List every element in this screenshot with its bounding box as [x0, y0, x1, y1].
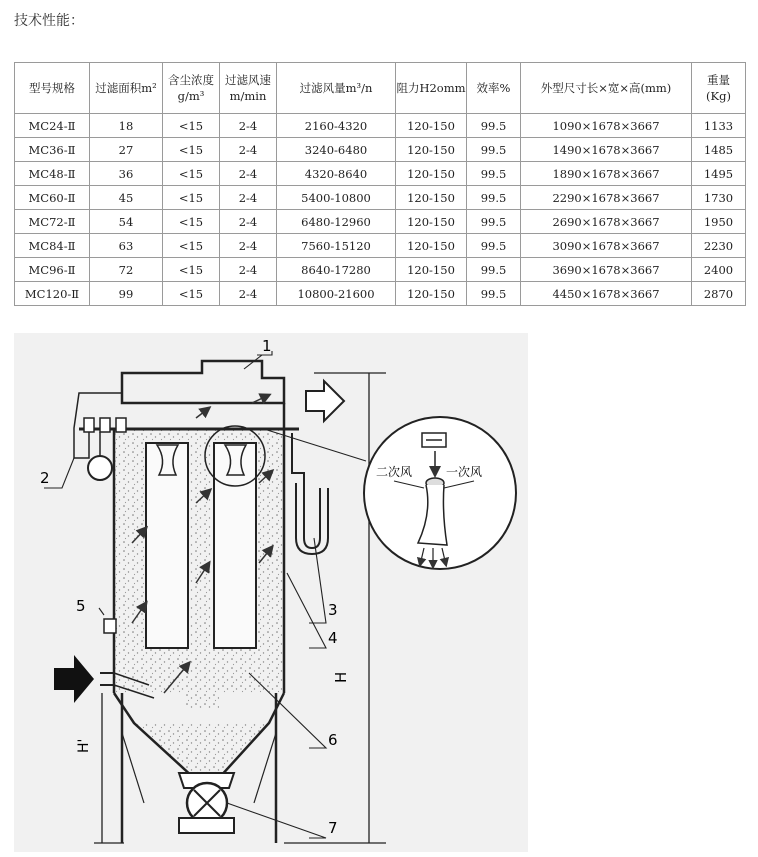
table-cell: 2690×1678×3667 — [521, 210, 692, 234]
callout-1: 1 — [262, 337, 272, 355]
table-cell: 18 — [90, 114, 163, 138]
column-header-label: 含尘浓度 — [168, 73, 214, 87]
table-row — [15, 282, 746, 306]
table-row — [15, 114, 746, 138]
table-cell: 45 — [90, 186, 163, 210]
table-cell: 2-4 — [220, 114, 277, 138]
table-cell: 1890×1678×3667 — [521, 162, 692, 186]
table-cell: 99.5 — [467, 186, 521, 210]
table-cell: 99.5 — [467, 282, 521, 306]
table-cell: 2-4 — [220, 138, 277, 162]
primary-air-label: 一次风 — [446, 465, 483, 479]
table-cell: MC84-Ⅱ — [15, 234, 90, 258]
table-cell: MC60-Ⅱ — [15, 186, 90, 210]
table-cell: 27 — [90, 138, 163, 162]
table-cell: <15 — [163, 282, 220, 306]
table-cell: 120-150 — [396, 138, 467, 162]
table-row — [15, 138, 746, 162]
table-cell: MC48-Ⅱ — [15, 162, 90, 186]
table-cell: 120-150 — [396, 258, 467, 282]
table-cell: <15 — [163, 138, 220, 162]
callout-3: 3 — [328, 601, 338, 619]
column-header — [90, 63, 163, 114]
table-cell: 2-4 — [220, 210, 277, 234]
table-cell: 5400-10800 — [277, 186, 396, 210]
table-cell: 1485 — [692, 138, 746, 162]
table-row — [15, 258, 746, 282]
table-cell: 63 — [90, 234, 163, 258]
table-cell: <15 — [163, 186, 220, 210]
rotary-valve — [179, 773, 234, 833]
table-row — [15, 210, 746, 234]
table-cell: 8640-17280 — [277, 258, 396, 282]
column-header-label: 过滤面积m² — [95, 81, 157, 95]
table-cell: 2-4 — [220, 162, 277, 186]
nozzle-detail — [364, 417, 516, 569]
column-header-label: 效率% — [476, 81, 511, 95]
table-cell: 2870 — [692, 282, 746, 306]
callout-5: 5 — [76, 597, 86, 615]
table-row — [15, 162, 746, 186]
table-cell: 99.5 — [467, 234, 521, 258]
table-cell: <15 — [163, 210, 220, 234]
column-header — [521, 63, 692, 114]
table-cell: 99.5 — [467, 210, 521, 234]
table-header-row — [15, 63, 746, 114]
column-header — [692, 63, 746, 114]
table-cell: 99.5 — [467, 258, 521, 282]
column-header-label: 外型尺寸长×宽×高(mm) — [540, 81, 672, 95]
table-cell: 3690×1678×3667 — [521, 258, 692, 282]
column-header — [15, 63, 90, 114]
table-cell: 2160-4320 — [277, 114, 396, 138]
table-cell: 2400 — [692, 258, 746, 282]
table-cell: 2230 — [692, 234, 746, 258]
table-cell: MC36-Ⅱ — [15, 138, 90, 162]
table-cell: <15 — [163, 234, 220, 258]
column-header-label: 过滤风量m³/n — [299, 81, 373, 95]
table-cell: MC120-Ⅱ — [15, 282, 90, 306]
dimension-h-label: H — [332, 671, 350, 683]
column-header — [220, 63, 277, 114]
callout-2: 2 — [40, 469, 50, 487]
column-header-unit: m/min — [229, 89, 267, 103]
table-cell: 1490×1678×3667 — [521, 138, 692, 162]
table-cell: 54 — [90, 210, 163, 234]
table-cell: 120-150 — [396, 162, 467, 186]
table-cell: 4320-8640 — [277, 162, 396, 186]
table-cell: MC72-Ⅱ — [15, 210, 90, 234]
column-header — [163, 63, 220, 114]
table-cell: 1730 — [692, 186, 746, 210]
column-header — [277, 63, 396, 114]
table-cell: 99.5 — [467, 114, 521, 138]
table-cell: 3240-6480 — [277, 138, 396, 162]
column-header-label: 重量 — [707, 73, 730, 87]
table-cell: 120-150 — [396, 186, 467, 210]
table-cell: 1133 — [692, 114, 746, 138]
table-cell: 2-4 — [220, 282, 277, 306]
table-cell: <15 — [163, 258, 220, 282]
callout-6: 6 — [328, 731, 338, 749]
spec-table — [14, 62, 746, 306]
table-cell: <15 — [163, 114, 220, 138]
table-cell: 120-150 — [396, 210, 467, 234]
table-cell: MC96-Ⅱ — [15, 258, 90, 282]
table-cell: 10800-21600 — [277, 282, 396, 306]
table-cell: 4450×1678×3667 — [521, 282, 692, 306]
column-header-label: 阻力H2omm — [396, 81, 466, 95]
table-cell: 1495 — [692, 162, 746, 186]
secondary-air-label: 二次风 — [376, 465, 413, 479]
table-cell: <15 — [163, 162, 220, 186]
table-cell: 3090×1678×3667 — [521, 234, 692, 258]
callout-7: 7 — [328, 819, 338, 837]
column-header — [467, 63, 521, 114]
table-cell: 1090×1678×3667 — [521, 114, 692, 138]
table-cell: 6480-12960 — [277, 210, 396, 234]
table-row — [15, 186, 746, 210]
section-heading: 技术性能： — [14, 13, 84, 29]
table-cell: 2-4 — [220, 186, 277, 210]
table-cell: MC24-Ⅱ — [15, 114, 90, 138]
table-cell: 7560-15120 — [277, 234, 396, 258]
table-cell: 2290×1678×3667 — [521, 186, 692, 210]
column-header-label: 过滤风速 — [225, 73, 271, 87]
column-header-unit: g/m³ — [177, 89, 205, 103]
table-cell: 1950 — [692, 210, 746, 234]
table-cell: 120-150 — [396, 282, 467, 306]
table-cell: 99 — [90, 282, 163, 306]
table-cell: 99.5 — [467, 138, 521, 162]
table-cell: 99.5 — [467, 162, 521, 186]
table-body — [15, 114, 746, 306]
table-cell: 2-4 — [220, 234, 277, 258]
table-cell: 120-150 — [396, 234, 467, 258]
column-header-unit: (Kg) — [706, 89, 731, 103]
callout-4: 4 — [328, 629, 338, 647]
column-header-label: 型号规格 — [29, 81, 75, 95]
table-cell: 2-4 — [220, 258, 277, 282]
table-row — [15, 234, 746, 258]
table-cell: 36 — [90, 162, 163, 186]
dust-collector-diagram — [14, 333, 528, 852]
dimension-h1-label: H' — [76, 738, 92, 753]
table-cell: 72 — [90, 258, 163, 282]
column-header — [396, 63, 467, 114]
table-cell: 120-150 — [396, 114, 467, 138]
